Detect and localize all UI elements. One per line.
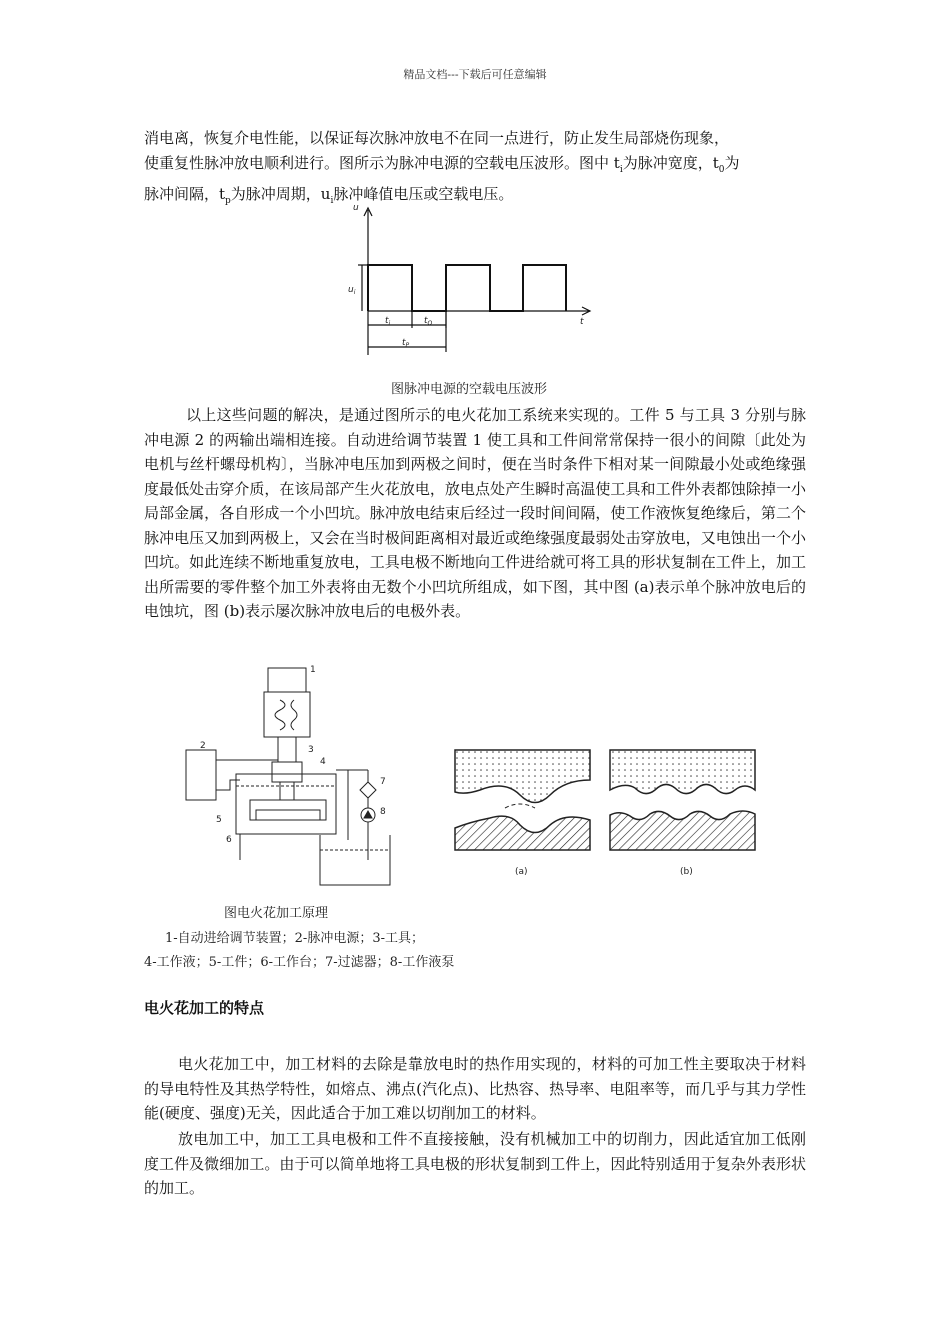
workpiece-surface-b — [610, 811, 755, 850]
t1-label: $t_i$ — [385, 316, 391, 327]
tool-surface-a — [455, 750, 590, 803]
y-axis-label: u — [353, 203, 359, 213]
filter-symbol — [360, 782, 376, 798]
subfigure-a-label: (a) — [515, 867, 528, 877]
paragraph-2: 以上这些问题的解决，是通过图所示的电火花加工系统来实现的。工件 5 与工具 3 分别与脉冲电源 2 的两输出端相连接。自动进给调节装置 1 使工具和工件间常常保持一很小的间隙〔此处为电机与丝杆螺母机构〕，当脉冲电压加到两极之间时，便在当时条件下相对某一间隙最小处或绝缘强度最低处击穿介质，在该局部产生火花放电，放电点处产生瞬时高温使工具和工件外表都蚀除掉一小局部金属，各自形成一个小凹坑。脉冲放电结束后经过一段时间间隔，使工作液恢复绝缘后，第二个脉冲电压又加到两极上，又会在当时极间距离相对最近或绝缘强度最弱处击穿放电，又电蚀出一个小凹坑。如此连续不断地重复放电，工具电极不断地向工件进给就可将工具的形状复制在工件上，加工出所需要的零件整个加工外表将由无数个小凹坑所组成，如下图，其中图 (a)表示单个脉冲放电后的电蚀坑，图 (b)表示屡次脉冲放电后的电极外表。 — [144, 406, 806, 620]
tool-surface-b — [610, 750, 755, 794]
power-supply-box — [186, 750, 216, 800]
paragraph-4: 放电加工中，加工工具电极和工件不直接接触，没有机械加工中的切削力，因此适宜加工低刚度工件及微细加工。由于可以简单地将工具电极的形状复制到工件上，因此特别适用于复杂外表形状的加工。 — [144, 1130, 806, 1197]
motor-box — [268, 668, 306, 692]
label-1: 1 — [310, 665, 316, 675]
label-7: 7 — [380, 777, 386, 787]
figure-2-legend-line-1: 1-自动进给调节装置；2-脉冲电源；3-工具； — [165, 931, 424, 946]
paragraph-3: 电火花加工中，加工材料的去除是靠放电时的热作用实现的，材料的可加工性主要取决于材料的导电特性及其热学特性，如熔点、沸点(汽化点)、比热容、热导率、电阻率等，而几乎与其力学性能(硬度、强度)无关，因此适合于加工难以切削加工的材料。 — [144, 1055, 806, 1122]
label-3: 3 — [308, 745, 314, 755]
paragraph-1-line-1: 消电离，恢复介电性能，以保证每次脉冲放电不在同一点进行，防止发生局部烧伤现象， — [144, 129, 730, 147]
electrode-surface-figure — [455, 750, 760, 880]
figure-2-caption: 图电火花加工原理 — [224, 906, 329, 921]
pulse-waveform-figure — [340, 200, 600, 360]
label-2: 2 — [200, 741, 206, 751]
tp-label: $t_P$ — [402, 338, 410, 349]
label-8: 8 — [380, 807, 386, 817]
label-6: 6 — [226, 835, 232, 845]
figure-2-legend-line-2: 4-工作液；5-工件；6-工作台；7-过滤器；8-工作液泵 — [144, 955, 455, 970]
t0-label: $t_O$ — [424, 316, 433, 327]
section-heading: 电火花加工的特点 — [144, 999, 265, 1017]
figure-1-caption: 图脉冲电源的空载电压波形 — [391, 382, 548, 397]
workpiece-surface-a — [455, 816, 590, 850]
edm-principle-diagram — [180, 660, 410, 890]
pulse-train — [368, 265, 566, 311]
paragraph-1-line-3: 脉冲间隔，$t_p$为脉冲周期，$u_i$脉冲峰值电压或空载电压。 — [144, 185, 514, 206]
x-axis-label: t — [580, 317, 584, 327]
ui-label: $u_i$ — [348, 285, 356, 296]
subfigure-b-label: (b) — [680, 867, 693, 877]
page-header: 精品文档---下载后可任意编辑 — [403, 68, 547, 81]
paragraph-1-line-2: 使重复性脉冲放电顺利进行。图所示为脉冲电源的空载电压波形。图中 $t_i$为脉冲宽度，$t_0$为 — [144, 153, 740, 175]
label-4: 4 — [320, 757, 326, 767]
label-5: 5 — [216, 815, 222, 825]
